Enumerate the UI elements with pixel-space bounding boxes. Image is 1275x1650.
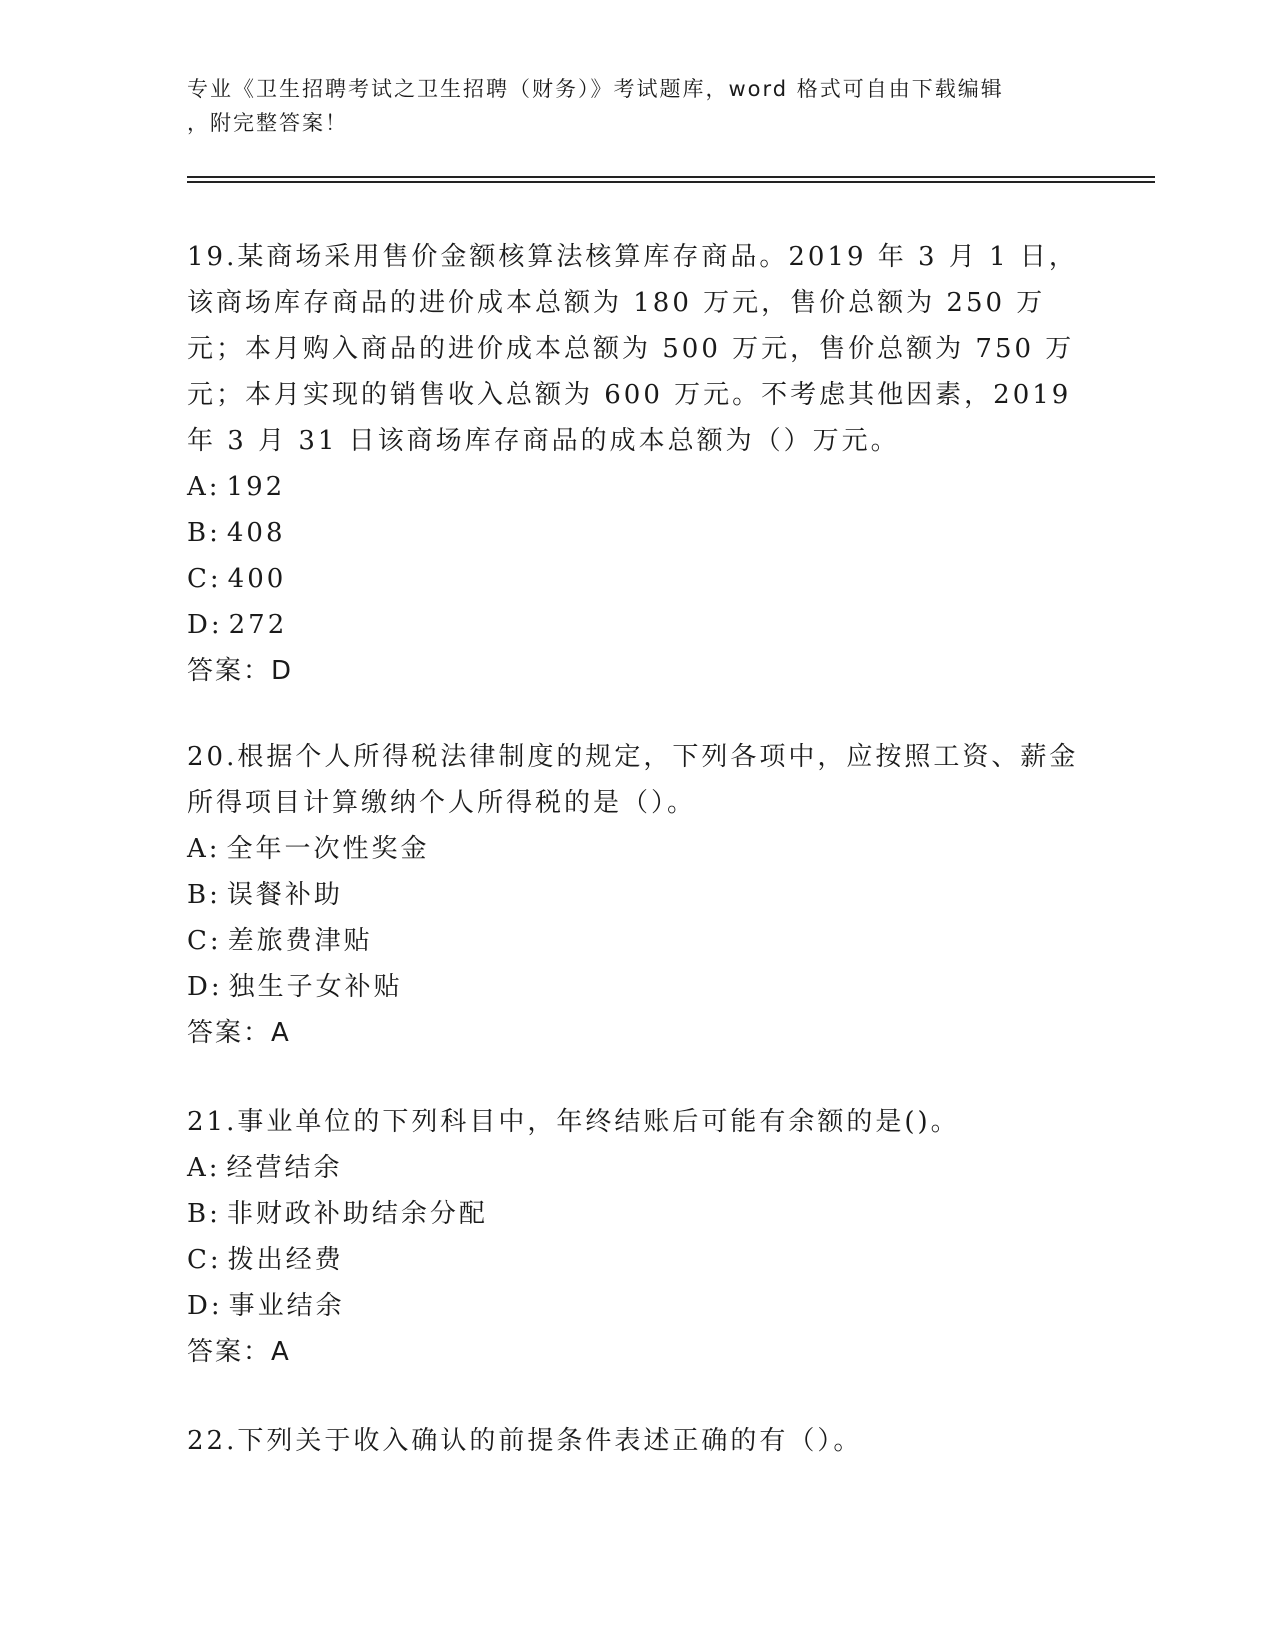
option-text: 拨出经费 [227, 1245, 344, 1275]
option-b [187, 510, 1087, 556]
option-c [187, 1237, 1087, 1283]
question-19 [187, 234, 1087, 694]
option-b [187, 872, 1087, 918]
option-text: 事业结余 [228, 1291, 345, 1321]
option-c [187, 556, 1087, 602]
option-text: 差旅费津贴 [227, 926, 373, 956]
option-text: 经营结余 [226, 1153, 343, 1183]
answer: 答案：D [187, 656, 294, 686]
option-text: 408 [226, 518, 286, 548]
question-text: 20.根据个人所得税法律制度的规定，下列各项中，应按照工资、薪金所得项目计算缴纳个人所得税的是（）。 [187, 742, 1079, 818]
question-text: 22.下列关于收入确认的前提条件表述正确的有（）。 [187, 1426, 863, 1456]
option-text: 全年一次性奖金 [226, 834, 430, 864]
question-22 [187, 1418, 1087, 1464]
option-letter: B: [187, 880, 221, 910]
question-text: 21.事业单位的下列科目中，年终结账后可能有余额的是()。 [187, 1107, 960, 1137]
option-letter: C: [187, 1245, 222, 1275]
question-21 [187, 1099, 1087, 1375]
option-d [187, 964, 1087, 1010]
answer: 答案：A [187, 1018, 291, 1048]
option-d [187, 602, 1087, 648]
header-divider-top [187, 176, 1155, 178]
option-letter: D: [187, 610, 223, 640]
option-letter: D: [187, 1291, 223, 1321]
option-a [187, 464, 1087, 510]
option-text: 400 [227, 564, 287, 594]
option-letter: D: [187, 972, 223, 1002]
document-header [187, 72, 1087, 140]
option-letter: C: [187, 926, 222, 956]
option-letter: B: [187, 518, 221, 548]
option-letter: A: [187, 1153, 221, 1183]
option-b [187, 1191, 1087, 1237]
option-c [187, 918, 1087, 964]
option-letter: B: [187, 1199, 221, 1229]
header-line-2: ，附完整答案！ [187, 111, 348, 135]
option-d [187, 1283, 1087, 1329]
option-text: 非财政补助结余分配 [226, 1199, 488, 1229]
option-text: 272 [228, 610, 288, 640]
question-text: 19.某商场采用售价金额核算法核算库存商品。2019 年 3 月 1 日，该商场库存商品的进价成本总额为 180 万元，售价总额为 250 万元；本月购入商品的进价成本总额为 500 万元，售价总额为 750 万元；本月实现的销售收入总额为 600 万元。不考虑其他因素，2019 年 3 月 31 日该商场库存商品的成本总额为（）万元。 [187, 242, 1078, 456]
question-20 [187, 734, 1087, 1056]
option-letter: C: [187, 564, 222, 594]
answer: 答案：A [187, 1337, 291, 1367]
option-text: 192 [226, 472, 286, 502]
option-letter: A: [187, 472, 221, 502]
option-a [187, 826, 1087, 872]
header-divider-bottom [187, 181, 1155, 183]
header-line-1: 专业《卫生招聘考试之卫生招聘（财务）》考试题库，word 格式可自由下载编辑 [187, 77, 1004, 101]
option-letter: A: [187, 834, 221, 864]
option-text: 独生子女补贴 [228, 972, 403, 1002]
option-text: 误餐补助 [226, 880, 343, 910]
option-a [187, 1145, 1087, 1191]
